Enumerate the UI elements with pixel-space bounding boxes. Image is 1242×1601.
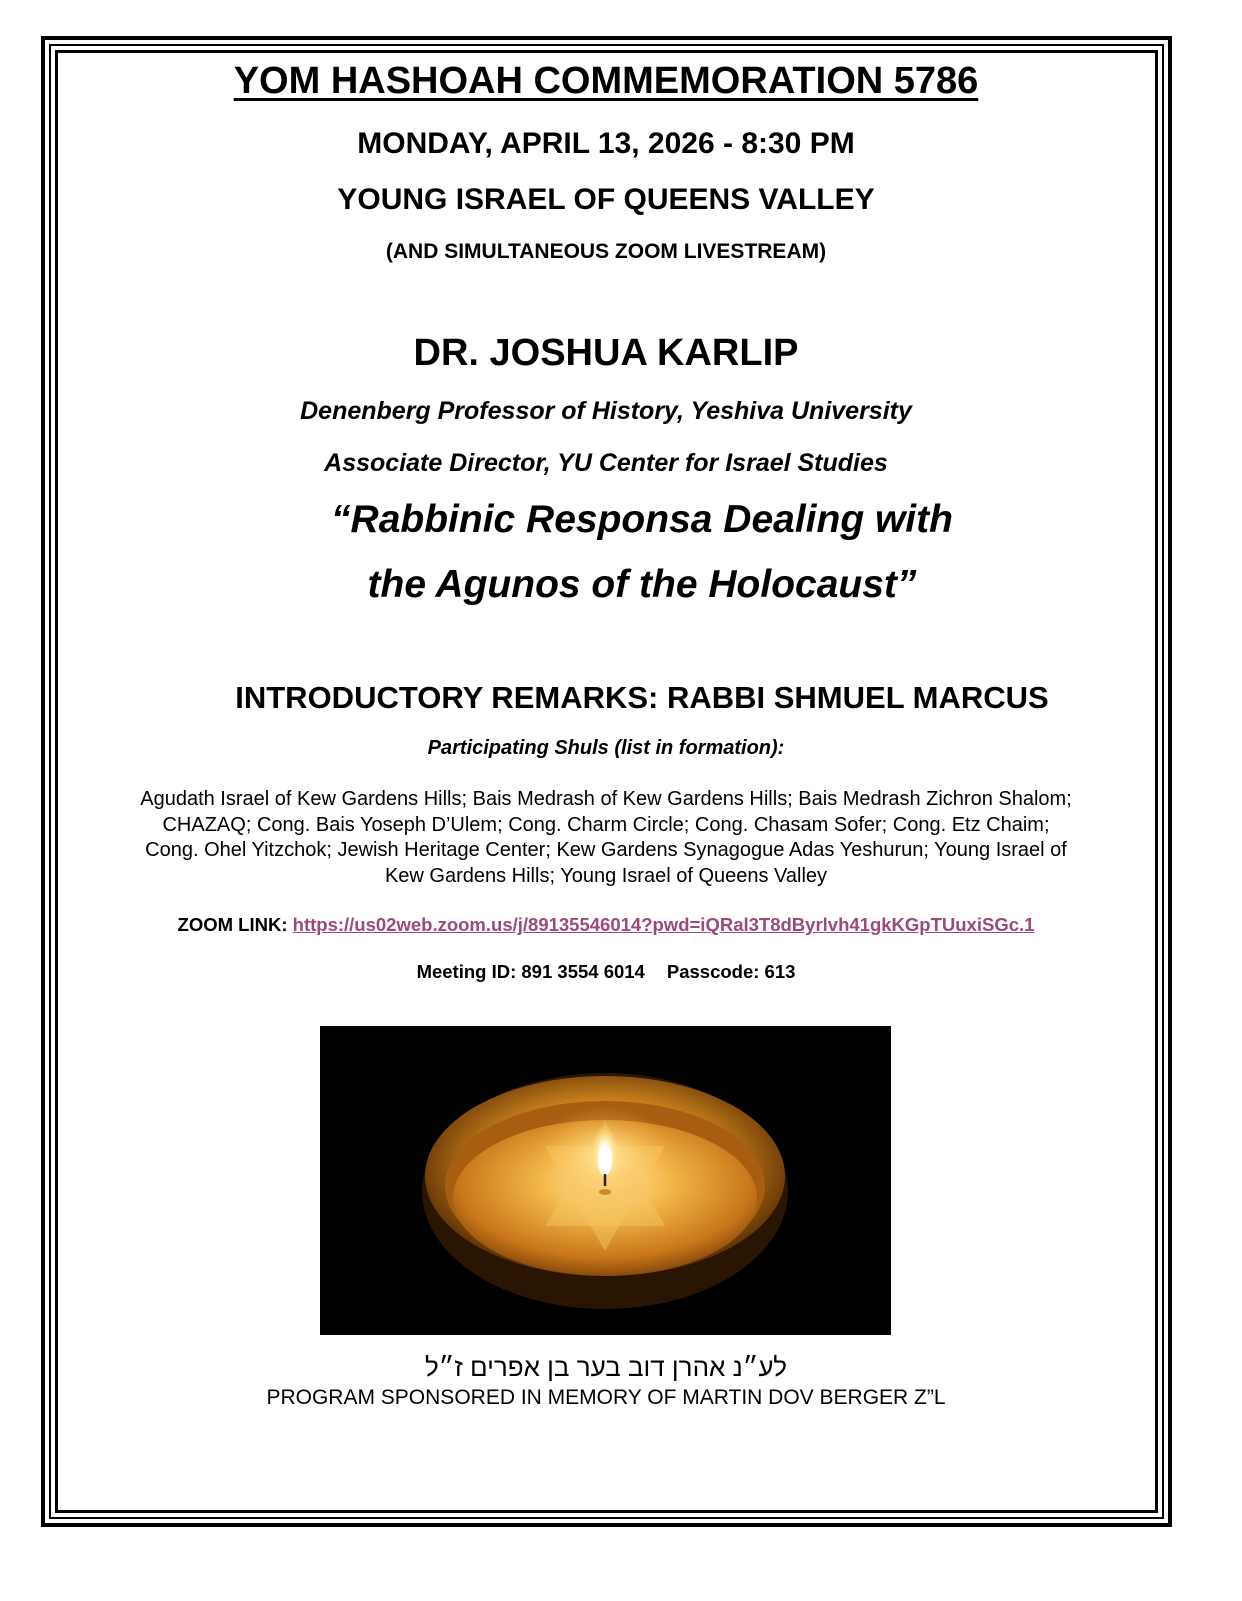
- talk-title-line-1: “Rabbinic Responsa Dealing with: [331, 498, 953, 541]
- zoom-link-line: [0, 914, 1212, 936]
- participating-shuls-list: Agudath Israel of Kew Gardens Hills; Bais Medrash of Kew Gardens Hills; Bais Medrash Zichron Shalom; CHAZAQ; Cong. Bais Yoseph D’Ulem; Cong. Charm Circle; Cong. Chasam Sofer; Cong. Etz Chaim; Cong. Ohel Yitzchok; Jewish Heritage Center; Kew Gardens Synagogue Adas Yeshurun; Young Israel of Kew Gardens Hills; Young Israel of Queens Valley: [140, 788, 1072, 887]
- zoom-link[interactable]: https://us02web.zoom.us/j/89135546014?pwd=iQRal3T8dByrlvh41gkKGpTUuxiSGc.1: [292, 914, 1035, 935]
- talk-title-line-2: the Agunos of the Holocaust”: [367, 563, 917, 606]
- hebrew-dedication: לע״נ אהרן דוב בער בן אפרים ז״ל: [424, 1352, 788, 1382]
- sponsor-dedication: PROGRAM SPONSORED IN MEMORY OF MARTIN DOV BERGER Z”L: [266, 1386, 946, 1409]
- introductory-remarks: INTRODUCTORY REMARKS: RABBI SHMUEL MARCUS: [235, 680, 1049, 715]
- meeting-id: Meeting ID: 891 3554 6014: [416, 961, 645, 982]
- event-date-time: MONDAY, APRIL 13, 2026 - 8:30 PM: [357, 127, 855, 160]
- event-title: YOM HASHOAH COMMEMORATION 5786: [233, 60, 979, 102]
- speaker-name: DR. JOSHUA KARLIP: [413, 332, 799, 374]
- participating-shuls-heading: Participating Shuls (list in formation):: [427, 737, 785, 759]
- meeting-passcode: Passcode: 613: [666, 961, 796, 982]
- livestream-note: (AND SIMULTANEOUS ZOOM LIVESTREAM): [385, 240, 827, 263]
- event-venue: YOUNG ISRAEL OF QUEENS VALLEY: [337, 183, 875, 216]
- speaker-role-2: Associate Director, YU Center for Israel Studies: [324, 449, 888, 477]
- speaker-role-1: Denenberg Professor of History, Yeshiva University: [300, 397, 912, 425]
- zoom-link-label: ZOOM LINK:: [177, 914, 288, 935]
- meeting-info: [0, 961, 1212, 983]
- memorial-candle-image: [320, 1026, 891, 1335]
